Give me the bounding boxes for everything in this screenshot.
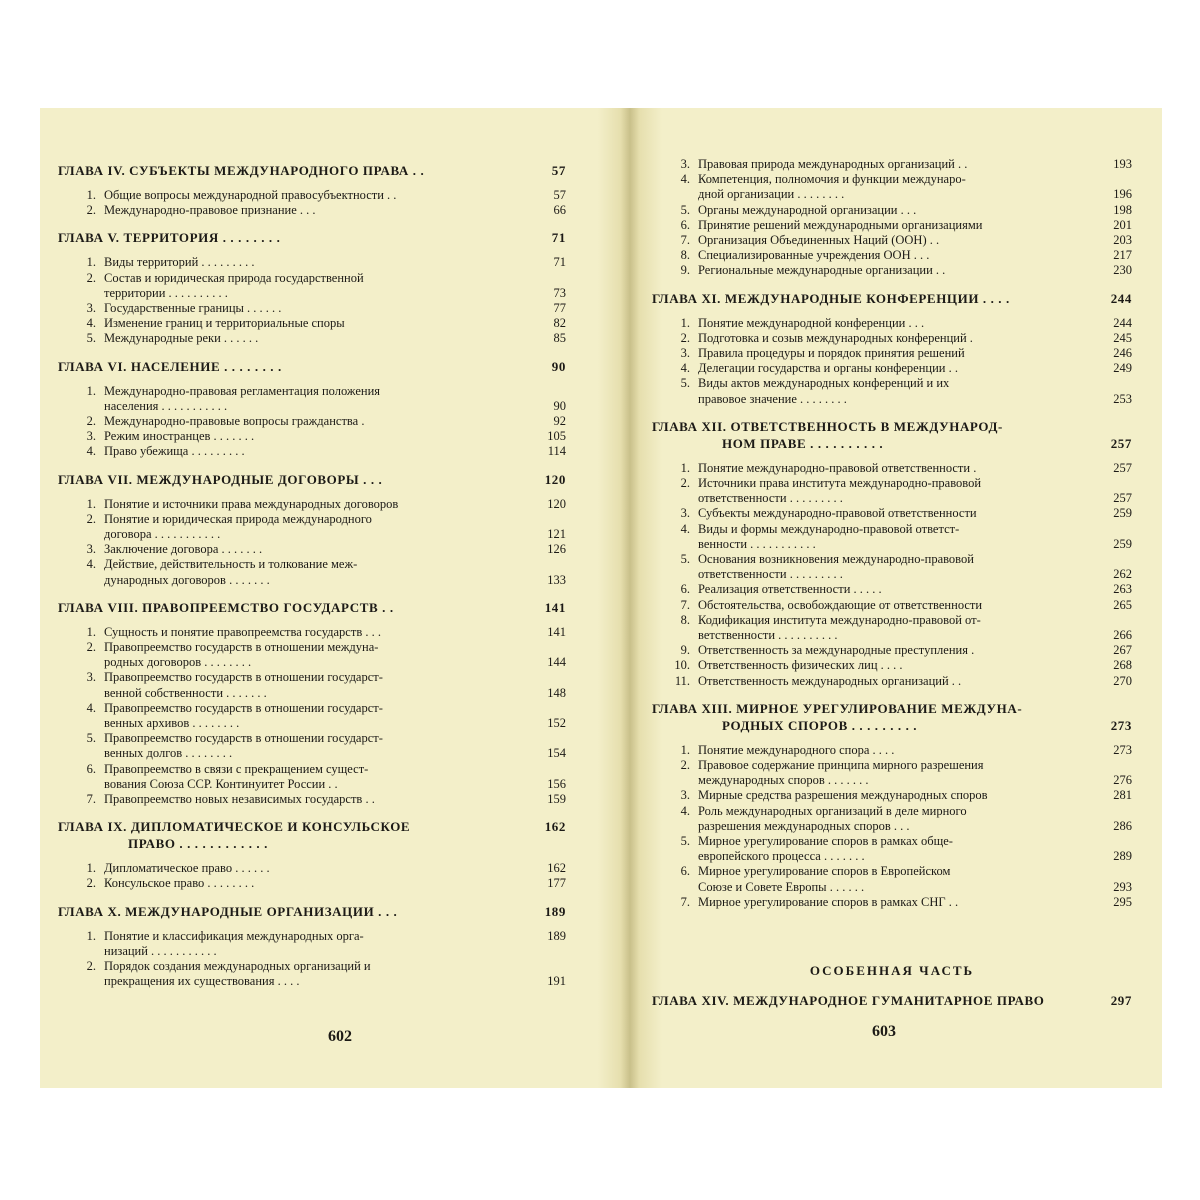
- toc-page-number: 270: [1113, 673, 1132, 688]
- toc-item-title: венности . . . . . . . . . . .: [698, 536, 816, 551]
- toc-page-number: 286: [1113, 818, 1132, 833]
- toc-item-title: Понятие международного спора . . . .: [698, 742, 895, 757]
- toc-page-number: 198: [1113, 202, 1132, 217]
- toc-item-title: Международно-правовое признание . . .: [104, 203, 316, 218]
- toc-page-number: 281: [1113, 788, 1132, 803]
- toc-item-title: Обстоятельства, освобождающие от ответственности: [698, 597, 983, 612]
- toc-item-number: 5.: [680, 202, 690, 217]
- toc-item-number: 1.: [680, 742, 690, 757]
- toc-item-title: Общие вопросы международной правосубъектности . .: [104, 188, 397, 202]
- toc-item-title: Правопреемство государств в отношении государст-: [104, 731, 383, 746]
- toc-item-number: 2.: [86, 640, 96, 654]
- toc-page-number: 133: [547, 572, 566, 587]
- toc-item-number: 7.: [86, 792, 96, 806]
- toc-item-number: 1.: [680, 315, 690, 330]
- toc-item-number: 4.: [86, 316, 96, 331]
- toc-page-number: 92: [553, 414, 566, 428]
- toc-page-number: 73: [553, 285, 566, 300]
- toc-item-number: 5.: [680, 376, 690, 391]
- toc-item-number: 2.: [86, 959, 96, 973]
- toc-page-number: 273: [1110, 717, 1132, 733]
- toc-page-number: 266: [1113, 628, 1132, 642]
- toc-page-number: 244: [1113, 315, 1132, 330]
- toc-item-title: Правопреемство государств в отношении государст-: [104, 670, 383, 685]
- toc-item-title: Организация Объединенных Наций (ООН) . .: [698, 233, 940, 247]
- toc-page-number: 57: [553, 188, 566, 202]
- toc-item-title: разрешения международных споров . . .: [698, 818, 910, 833]
- toc-item-title: Компетенция, полномочия и функции междунаро-: [698, 172, 966, 187]
- toc-page-number: 162: [544, 819, 566, 835]
- toc-item-number: 6.: [86, 761, 96, 776]
- toc-chapter-title: ГЛАВА XIII. МИРНОЕ УРЕГУЛИРОВАНИЕ МЕЖДУНА-: [652, 700, 1023, 716]
- toc-page-number: 152: [547, 716, 566, 730]
- toc-item-number: 3.: [680, 506, 690, 521]
- toc-item-title: Ответственность физических лиц . . . .: [698, 658, 903, 673]
- toc-page-number: 297: [1110, 993, 1132, 1008]
- toc-item-number: 1.: [86, 496, 96, 511]
- toc-page-number: 57: [551, 163, 566, 178]
- toc-chapter-title: ГЛАВА IX. ДИПЛОМАТИЧЕСКОЕ И КОНСУЛЬСКОЕ: [58, 819, 411, 835]
- toc-item-title: договора . . . . . . . . . . .: [104, 527, 221, 541]
- toc-item-number: 1.: [86, 861, 96, 876]
- toc-page-number: 85: [553, 331, 566, 346]
- toc-item-title: родных договоров . . . . . . . .: [104, 655, 252, 670]
- toc-page-number: 162: [547, 861, 566, 876]
- toc-item-title: Мирное урегулирование споров в рамках СНГ . .: [698, 894, 959, 909]
- toc-item-number: 2.: [680, 330, 690, 345]
- toc-item-number: 3.: [86, 670, 96, 685]
- toc-page-number: 141: [547, 624, 566, 639]
- toc-item-title: территории . . . . . . . . . .: [104, 285, 228, 300]
- toc-page-number: 126: [547, 542, 566, 557]
- toc-page-number: 203: [1113, 233, 1132, 247]
- toc-item-title: Правовая природа международных организаций . .: [698, 157, 968, 171]
- toc-page-number: 245: [1113, 330, 1132, 345]
- toc-item-number: 4.: [86, 700, 96, 715]
- toc-item-title: Международно-правовая регламентация положения: [104, 383, 381, 398]
- toc-item-title: Мирные средства разрешения международных споров: [698, 788, 988, 803]
- toc-page-number: 267: [1113, 643, 1132, 658]
- toc-page-number: 217: [1113, 248, 1132, 263]
- toc-item-title: Государственные границы . . . . . .: [104, 301, 282, 315]
- right-folio: 603: [872, 1023, 896, 1040]
- toc-chapter-title: ГЛАВА XIV. МЕЖДУНАРОДНОЕ ГУМАНИТАРНОЕ ПРАВО: [652, 993, 1045, 1008]
- toc-item-title: Состав и юридическая природа государственной: [104, 270, 364, 285]
- toc-item-number: 4.: [86, 557, 96, 572]
- toc-item-number: 4.: [680, 521, 690, 536]
- toc-item-number: 1.: [86, 383, 96, 398]
- toc-item-title: венных архивов . . . . . . . .: [104, 716, 240, 730]
- toc-page-number: 265: [1113, 597, 1132, 612]
- toc-page-number: 262: [1113, 567, 1132, 582]
- toc-item-title: Понятие международно-правовой ответственности .: [698, 460, 977, 475]
- toc-page-number: 257: [1113, 491, 1132, 506]
- toc-item-title: Порядок создания международных организаций и: [104, 959, 371, 973]
- toc-item-title: Консульское право . . . . . . . .: [104, 876, 255, 891]
- toc-item-title: вования Союза ССР. Континуитет России . .: [104, 776, 338, 791]
- toc-item-title: дной организации . . . . . . . .: [698, 187, 845, 202]
- toc-page-number: 90: [553, 398, 566, 413]
- toc-chapter-title: ГЛАВА VI. НАСЕЛЕНИЕ . . . . . . . .: [58, 358, 282, 374]
- toc-page-number: 276: [1113, 773, 1132, 788]
- toc-item-title: венных долгов . . . . . . . .: [104, 746, 233, 761]
- toc-page-number: 244: [1110, 290, 1132, 306]
- toc-item-title: Основания возникновения международно-правовой: [698, 552, 974, 566]
- toc-page-number: 257: [1113, 460, 1132, 475]
- toc-item-title: Принятие решений международными организациями: [698, 217, 983, 232]
- toc-chapter-title: ГЛАВА X. МЕЖДУНАРОДНЫЕ ОРГАНИЗАЦИИ . . .: [58, 903, 398, 919]
- toc-item-title: низаций . . . . . . . . . . .: [104, 943, 217, 958]
- toc-item-title: прекращения их существования . . . .: [104, 974, 300, 989]
- toc-page-number: 293: [1113, 879, 1132, 894]
- toc-chapter-title: ГЛАВА IV. СУБЪЕКТЫ МЕЖДУНАРОДНОГО ПРАВА . .: [58, 163, 425, 178]
- toc-item-title: Источники права института международно-правовой: [698, 476, 982, 490]
- toc-item-number: 3.: [86, 429, 96, 444]
- toc-item-title: международных споров . . . . . . .: [698, 773, 869, 788]
- toc-item-title: ответственности . . . . . . . . .: [698, 491, 843, 506]
- toc-item-number: 1.: [86, 624, 96, 639]
- toc-item-title: европейского процесса . . . . . . .: [698, 849, 865, 864]
- toc-item-title: Подготовка и созыв международных конференций .: [698, 330, 973, 345]
- toc-item-title: Правопреемство в связи с прекращением сущест-: [104, 761, 369, 776]
- toc-item-title: Роль международных организаций в деле мирного: [698, 803, 967, 818]
- toc-item-number: 8.: [680, 248, 690, 263]
- toc-item-number: 7.: [680, 597, 690, 612]
- left-folio: 602: [328, 1028, 352, 1045]
- toc-item-number: 4.: [680, 361, 690, 376]
- toc-item-title: Правопреемство новых независимых государств . .: [104, 792, 375, 806]
- toc-page-number: 289: [1113, 849, 1132, 864]
- toc-page-number: 154: [547, 746, 566, 761]
- toc-page-number: 148: [547, 685, 566, 700]
- toc-item-number: 4.: [86, 444, 96, 459]
- toc-item-title: Мирное урегулирование споров в рамках обще-: [698, 834, 953, 848]
- toc-page-number: 159: [547, 792, 566, 806]
- toc-item-title: Правила процедуры и порядок принятия решений: [698, 346, 965, 360]
- toc-item-title: Действие, действительность и толкование меж-: [104, 557, 358, 572]
- toc-page-number: 71: [553, 255, 566, 270]
- toc-item-title: Реализация ответственности . . . . .: [698, 582, 882, 597]
- toc-item-number: 1.: [86, 928, 96, 943]
- toc-item-number: 5.: [86, 731, 96, 746]
- toc-item-number: 2.: [86, 203, 96, 218]
- toc-item-number: 9.: [680, 263, 690, 278]
- toc-page-number: 177: [547, 876, 566, 891]
- toc-item-title: венной собственности . . . . . . .: [104, 685, 267, 700]
- toc-item-number: 11.: [674, 673, 690, 688]
- toc-item-title: Изменение границ и территориальные споры: [104, 316, 345, 331]
- toc-page-number: 141: [544, 599, 566, 615]
- toc-item-title: Режим иностранцев . . . . . . .: [104, 429, 255, 444]
- toc-item-number: 4.: [680, 803, 690, 818]
- toc-item-title: Мирное урегулирование споров в Европейском: [698, 864, 951, 879]
- toc-page-number: 71: [551, 230, 566, 246]
- toc-item-number: 2.: [680, 476, 690, 490]
- toc-item-title: дународных договоров . . . . . . .: [104, 572, 270, 587]
- toc-item-title: Правовое содержание принципа мирного разрешения: [698, 758, 984, 772]
- toc-item-title: Заключение договора . . . . . . .: [104, 542, 263, 557]
- toc-page-number: 263: [1113, 582, 1132, 597]
- toc-item-title: Виды и формы международно-правовой ответст-: [698, 521, 960, 536]
- toc-item-number: 7.: [680, 233, 690, 247]
- toc-item-number: 3.: [86, 301, 96, 315]
- toc-page-number: 246: [1113, 346, 1132, 360]
- toc-item-number: 3.: [680, 346, 690, 360]
- left-page: [58, 108, 566, 1088]
- toc-page-number: 90: [551, 358, 566, 374]
- toc-item-title: Кодификация института международно-правовой от-: [698, 612, 981, 627]
- toc-item-number: 9.: [680, 643, 690, 658]
- toc-chapter-title: ГЛАВА V. ТЕРРИТОРИЯ . . . . . . . .: [58, 230, 281, 246]
- toc-item-number: 3.: [680, 788, 690, 803]
- toc-item-title: Делегации государства и органы конференции . .: [698, 361, 958, 376]
- toc-item-title: Понятие и классификация международных орга-: [104, 928, 364, 943]
- toc-item-title: Правопреемство государств в отношении государст-: [104, 700, 383, 715]
- toc-page-number: 193: [1113, 157, 1132, 171]
- toc-item-title: Международно-правовые вопросы гражданства .: [104, 414, 365, 428]
- toc-item-title: Виды актов международных конференций и их: [698, 376, 950, 391]
- toc-item-number: 2.: [86, 414, 96, 428]
- toc-chapter-title: ГЛАВА VII. МЕЖДУНАРОДНЫЕ ДОГОВОРЫ . . .: [58, 471, 383, 487]
- toc-item-number: 8.: [680, 612, 690, 627]
- toc-item-number: 2.: [86, 876, 96, 891]
- toc-page-number: 144: [547, 655, 566, 670]
- book-spread: [40, 108, 1162, 1088]
- toc-item-title: Региональные международные организации . .: [698, 263, 946, 278]
- toc-item-number: 2.: [86, 270, 96, 285]
- toc-page-number: 191: [547, 974, 566, 989]
- toc-page-number: 295: [1113, 894, 1132, 909]
- toc-page-number: 249: [1113, 361, 1132, 376]
- toc-page-number: 201: [1113, 217, 1132, 232]
- toc-page-number: 259: [1113, 536, 1132, 551]
- toc-item-title: правовое значение . . . . . . . .: [698, 391, 847, 406]
- toc-item-number: 3.: [680, 157, 690, 171]
- toc-item-title: Ответственность за международные преступления .: [698, 643, 975, 658]
- toc-item-title: Субъекты международно-правовой ответственности: [698, 506, 977, 521]
- toc-item-number: 1.: [680, 460, 690, 475]
- toc-item-number: 5.: [680, 834, 690, 848]
- toc-item-title: Понятие и источники права международных договоров: [104, 496, 399, 511]
- toc-item-title: Союзе и Совете Европы . . . . . .: [698, 879, 865, 894]
- toc-item-title: Понятие международной конференции . . .: [698, 315, 925, 330]
- toc-page-number: 82: [553, 316, 566, 331]
- toc-chapter-title: ПРАВО . . . . . . . . . . . .: [128, 836, 268, 852]
- toc-page-number: 77: [553, 301, 566, 315]
- right-page: [652, 108, 1132, 1088]
- toc-item-number: 7.: [680, 894, 690, 909]
- toc-item-title: Сущность и понятие правопреемства государств . . .: [104, 624, 381, 639]
- toc-item-title: ответственности . . . . . . . . .: [698, 567, 843, 582]
- toc-item-title: Органы международной организации . . .: [698, 202, 917, 217]
- toc-item-title: ветственности . . . . . . . . . .: [698, 628, 838, 642]
- toc-page-number: 114: [547, 444, 566, 459]
- toc-page-number: 268: [1113, 658, 1132, 673]
- toc-page-number: 189: [547, 928, 566, 943]
- toc-chapter-title: РОДНЫХ СПОРОВ . . . . . . . . .: [722, 717, 918, 733]
- toc-item-title: Виды территорий . . . . . . . . .: [104, 255, 255, 270]
- toc-item-title: Специализированные учреждения ООН . . .: [698, 248, 930, 263]
- toc-page-number: 196: [1113, 187, 1132, 202]
- toc-page-number: 105: [547, 429, 566, 444]
- section-heading: ОСОБЕННАЯ ЧАСТЬ: [809, 963, 975, 978]
- toc-page-number: 259: [1113, 506, 1132, 521]
- toc-item-number: 5.: [680, 552, 690, 566]
- toc-page-number: 66: [553, 203, 566, 218]
- toc-page-number: 253: [1113, 391, 1132, 406]
- toc-item-title: населения . . . . . . . . . . .: [104, 398, 228, 413]
- toc-item-number: 6.: [680, 582, 690, 597]
- toc-item-number: 3.: [86, 542, 96, 557]
- toc-item-title: Международные реки . . . . . .: [104, 331, 259, 346]
- toc-item-title: Понятие и юридическая природа международного: [104, 511, 372, 526]
- toc-item-number: 2.: [86, 511, 96, 526]
- toc-item-title: Правопреемство государств в отношении междуна-: [104, 640, 379, 654]
- toc-item-number: 2.: [680, 758, 690, 772]
- toc-item-number: 1.: [86, 255, 96, 270]
- toc-item-title: Дипломатическое право . . . . . .: [104, 861, 270, 876]
- toc-item-number: 4.: [680, 172, 690, 187]
- toc-page-number: 120: [547, 496, 566, 511]
- toc-page-number: 120: [544, 471, 566, 487]
- toc-page-number: 189: [544, 903, 566, 919]
- toc-page-number: 230: [1113, 263, 1132, 278]
- toc-page-number: 257: [1110, 435, 1132, 451]
- toc-item-title: Право убежища . . . . . . . . .: [104, 444, 245, 459]
- toc-item-title: Ответственность международных организаций . .: [698, 673, 962, 688]
- toc-item-number: 5.: [86, 331, 96, 346]
- toc-item-number: 6.: [680, 864, 690, 879]
- toc-page-number: 273: [1113, 742, 1132, 757]
- toc-chapter-title: ГЛАВА XII. ОТВЕТСТВЕННОСТЬ В МЕЖДУНАРОД-: [652, 418, 1003, 434]
- toc-page-number: 121: [547, 527, 566, 541]
- toc-chapter-title: ГЛАВА VIII. ПРАВОПРЕЕМСТВО ГОСУДАРСТВ . .: [58, 599, 394, 615]
- toc-chapter-title: ГЛАВА XI. МЕЖДУНАРОДНЫЕ КОНФЕРЕНЦИИ . . . .: [652, 290, 1010, 306]
- toc-chapter-title: НОМ ПРАВЕ . . . . . . . . . .: [722, 435, 884, 451]
- toc-item-number: 1.: [86, 188, 96, 202]
- toc-item-number: 10.: [674, 658, 690, 673]
- toc-item-number: 6.: [680, 217, 690, 232]
- toc-page-number: 156: [547, 776, 566, 791]
